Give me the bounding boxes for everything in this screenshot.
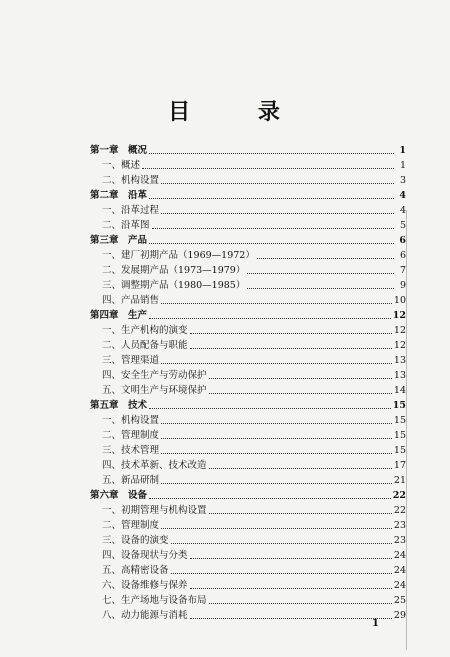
toc-entry-label: 四、安全生产与劳动保护 xyxy=(102,370,207,381)
toc-entry-label: 第二章 沿革 xyxy=(90,190,148,201)
toc-chapter-entry xyxy=(90,233,406,248)
toc-entry-label: 四、产品销售 xyxy=(102,295,160,306)
toc-entry-label: 二、人员配备与职能 xyxy=(102,340,188,351)
toc-entry-label: 三、技术管理 xyxy=(102,445,160,456)
toc-section-entry xyxy=(90,353,406,368)
toc-title: 目 录 xyxy=(168,99,310,125)
toc-chapter-entry xyxy=(90,188,406,203)
toc-entry-page: 15 xyxy=(392,400,406,411)
toc-section-entry xyxy=(90,323,406,338)
toc-entry-page: 29 xyxy=(393,610,406,621)
toc-section-entry xyxy=(90,563,406,578)
toc-leader-dots xyxy=(161,527,392,529)
toc-entry-page: 5 xyxy=(399,220,406,231)
toc-entry-label: 五、新品研制 xyxy=(102,475,160,486)
toc-leader-dots xyxy=(257,257,394,259)
toc-leader-dots xyxy=(142,167,394,169)
toc-leader-dots xyxy=(149,242,394,244)
toc-leader-dots xyxy=(190,332,392,334)
toc-section-entry xyxy=(90,218,406,233)
toc-entry-page: 6 xyxy=(399,235,406,246)
toc-entry-label: 三、设备的演变 xyxy=(102,535,169,546)
toc-entry-page: 4 xyxy=(399,190,406,201)
toc-entry-page: 12 xyxy=(393,340,406,351)
toc-leader-dots xyxy=(171,572,392,574)
toc-entry-page: 7 xyxy=(399,265,406,276)
toc-section-entry xyxy=(90,413,406,428)
toc-entry-page: 17 xyxy=(393,460,406,471)
toc-entry-page: 9 xyxy=(399,280,406,291)
toc-section-entry xyxy=(90,518,406,533)
toc-entry-label: 第一章 概况 xyxy=(90,145,148,156)
toc-entry-page: 15 xyxy=(393,445,406,456)
toc-entry-page: 21 xyxy=(393,475,406,486)
toc-entry-label: 一、建厂初期产品（1969—1972） xyxy=(102,250,255,261)
toc-section-entry xyxy=(90,158,406,173)
toc-entry-label: 二、发展期产品（1973—1979） xyxy=(102,265,246,276)
toc-section-entry xyxy=(90,368,406,383)
toc-leader-dots xyxy=(149,497,391,499)
toc-leader-dots xyxy=(209,602,392,604)
toc-section-entry xyxy=(90,503,406,518)
toc-leader-dots xyxy=(161,422,392,424)
toc-entry-label: 第三章 产品 xyxy=(90,235,148,246)
toc-entry-page: 14 xyxy=(393,385,406,396)
toc-leader-dots xyxy=(190,557,392,559)
toc-entry-label: 第四章 生产 xyxy=(90,310,148,321)
toc-entry-page: 12 xyxy=(392,310,406,321)
toc-section-entry xyxy=(90,443,406,458)
toc-entry-page: 22 xyxy=(393,505,406,516)
toc-leader-dots xyxy=(161,182,394,184)
toc-entry-page: 12 xyxy=(393,325,406,336)
toc-chapter-entry xyxy=(90,308,406,323)
page-edge-line xyxy=(406,210,407,650)
toc-section-entry xyxy=(90,458,406,473)
toc-leader-dots xyxy=(152,227,394,229)
toc-section-entry xyxy=(90,593,406,608)
toc-leader-dots xyxy=(190,587,392,589)
toc-entry-label: 四、技术革新、技术改造 xyxy=(102,460,207,471)
toc-entry-label: 一、概述 xyxy=(102,160,141,171)
toc-entry-label: 三、调整期产品（1980—1985） xyxy=(102,280,246,291)
toc-section-entry xyxy=(90,338,406,353)
toc-section-entry xyxy=(90,383,406,398)
toc-entry-label: 二、沿革图 xyxy=(102,220,150,231)
toc-leader-dots xyxy=(161,437,392,439)
toc-leader-dots xyxy=(190,617,392,619)
toc-entry-label: 第五章 技术 xyxy=(90,400,148,411)
toc-entry-label: 八、动力能源与消耗 xyxy=(102,610,188,621)
toc-leader-dots xyxy=(161,212,394,214)
toc-leader-dots xyxy=(149,317,391,319)
toc-chapter-entry xyxy=(90,143,406,158)
toc-entry-label: 五、高精密设备 xyxy=(102,565,169,576)
toc-leader-dots xyxy=(209,512,392,514)
toc-entry-label: 一、沿革过程 xyxy=(102,205,160,216)
toc-chapter-entry xyxy=(90,398,406,413)
toc-leader-dots xyxy=(161,482,392,484)
toc-entry-page: 4 xyxy=(399,205,406,216)
toc-entry-label: 一、生产机构的演变 xyxy=(102,325,188,336)
toc-entry-label: 三、管理渠道 xyxy=(102,355,160,366)
toc-entry-page: 1 xyxy=(399,145,406,156)
toc-leader-dots xyxy=(209,467,392,469)
toc-section-entry xyxy=(90,203,406,218)
toc-section-entry xyxy=(90,473,406,488)
toc-entry-label: 六、设备维修与保养 xyxy=(102,580,188,591)
toc-section-entry xyxy=(90,548,406,563)
toc-entry-label: 四、设备现状与分类 xyxy=(102,550,188,561)
toc-leader-dots xyxy=(149,407,391,409)
toc-entry-page: 1 xyxy=(399,160,406,171)
table-of-contents xyxy=(90,143,406,623)
toc-entry-label: 五、文明生产与环境保护 xyxy=(102,385,207,396)
toc-entry-label: 二、机构设置 xyxy=(102,175,160,186)
toc-entry-page: 24 xyxy=(393,565,406,576)
toc-section-entry xyxy=(90,278,406,293)
toc-section-entry xyxy=(90,173,406,188)
toc-leader-dots xyxy=(209,392,392,394)
toc-leader-dots xyxy=(161,302,392,304)
toc-entry-page: 25 xyxy=(393,595,406,606)
toc-section-entry xyxy=(90,293,406,308)
toc-leader-dots xyxy=(190,347,392,349)
toc-entry-label: 一、初期管理与机构设置 xyxy=(102,505,207,516)
toc-section-entry xyxy=(90,578,406,593)
toc-entry-page: 15 xyxy=(393,415,406,426)
toc-entry-label: 二、管理制度 xyxy=(102,430,160,441)
toc-entry-page: 15 xyxy=(393,430,406,441)
toc-entry-page: 23 xyxy=(393,520,406,531)
toc-leader-dots xyxy=(209,377,392,379)
toc-section-entry xyxy=(90,263,406,278)
toc-entry-page: 24 xyxy=(393,550,406,561)
toc-entry-page: 22 xyxy=(392,490,406,501)
toc-leader-dots xyxy=(149,152,394,154)
page-number: 1 xyxy=(372,618,379,629)
toc-entry-page: 10 xyxy=(393,295,406,306)
toc-section-entry xyxy=(90,608,406,623)
toc-section-entry xyxy=(90,248,406,263)
toc-leader-dots xyxy=(247,287,394,289)
toc-section-entry xyxy=(90,533,406,548)
toc-entry-label: 一、机构设置 xyxy=(102,415,160,426)
toc-entry-page: 13 xyxy=(393,355,406,366)
toc-entry-label: 第六章 设备 xyxy=(90,490,148,501)
toc-leader-dots xyxy=(161,452,392,454)
toc-entry-page: 24 xyxy=(393,580,406,591)
toc-chapter-entry xyxy=(90,488,406,503)
toc-leader-dots xyxy=(149,197,394,199)
toc-entry-page: 3 xyxy=(399,175,406,186)
toc-entry-label: 七、生产场地与设备布局 xyxy=(102,595,207,606)
toc-entry-page: 23 xyxy=(393,535,406,546)
toc-entry-label: 二、管理制度 xyxy=(102,520,160,531)
toc-leader-dots xyxy=(171,542,392,544)
toc-entry-page: 6 xyxy=(399,250,406,261)
toc-leader-dots xyxy=(247,272,394,274)
toc-leader-dots xyxy=(161,362,392,364)
toc-entry-page: 13 xyxy=(393,370,406,381)
toc-section-entry xyxy=(90,428,406,443)
